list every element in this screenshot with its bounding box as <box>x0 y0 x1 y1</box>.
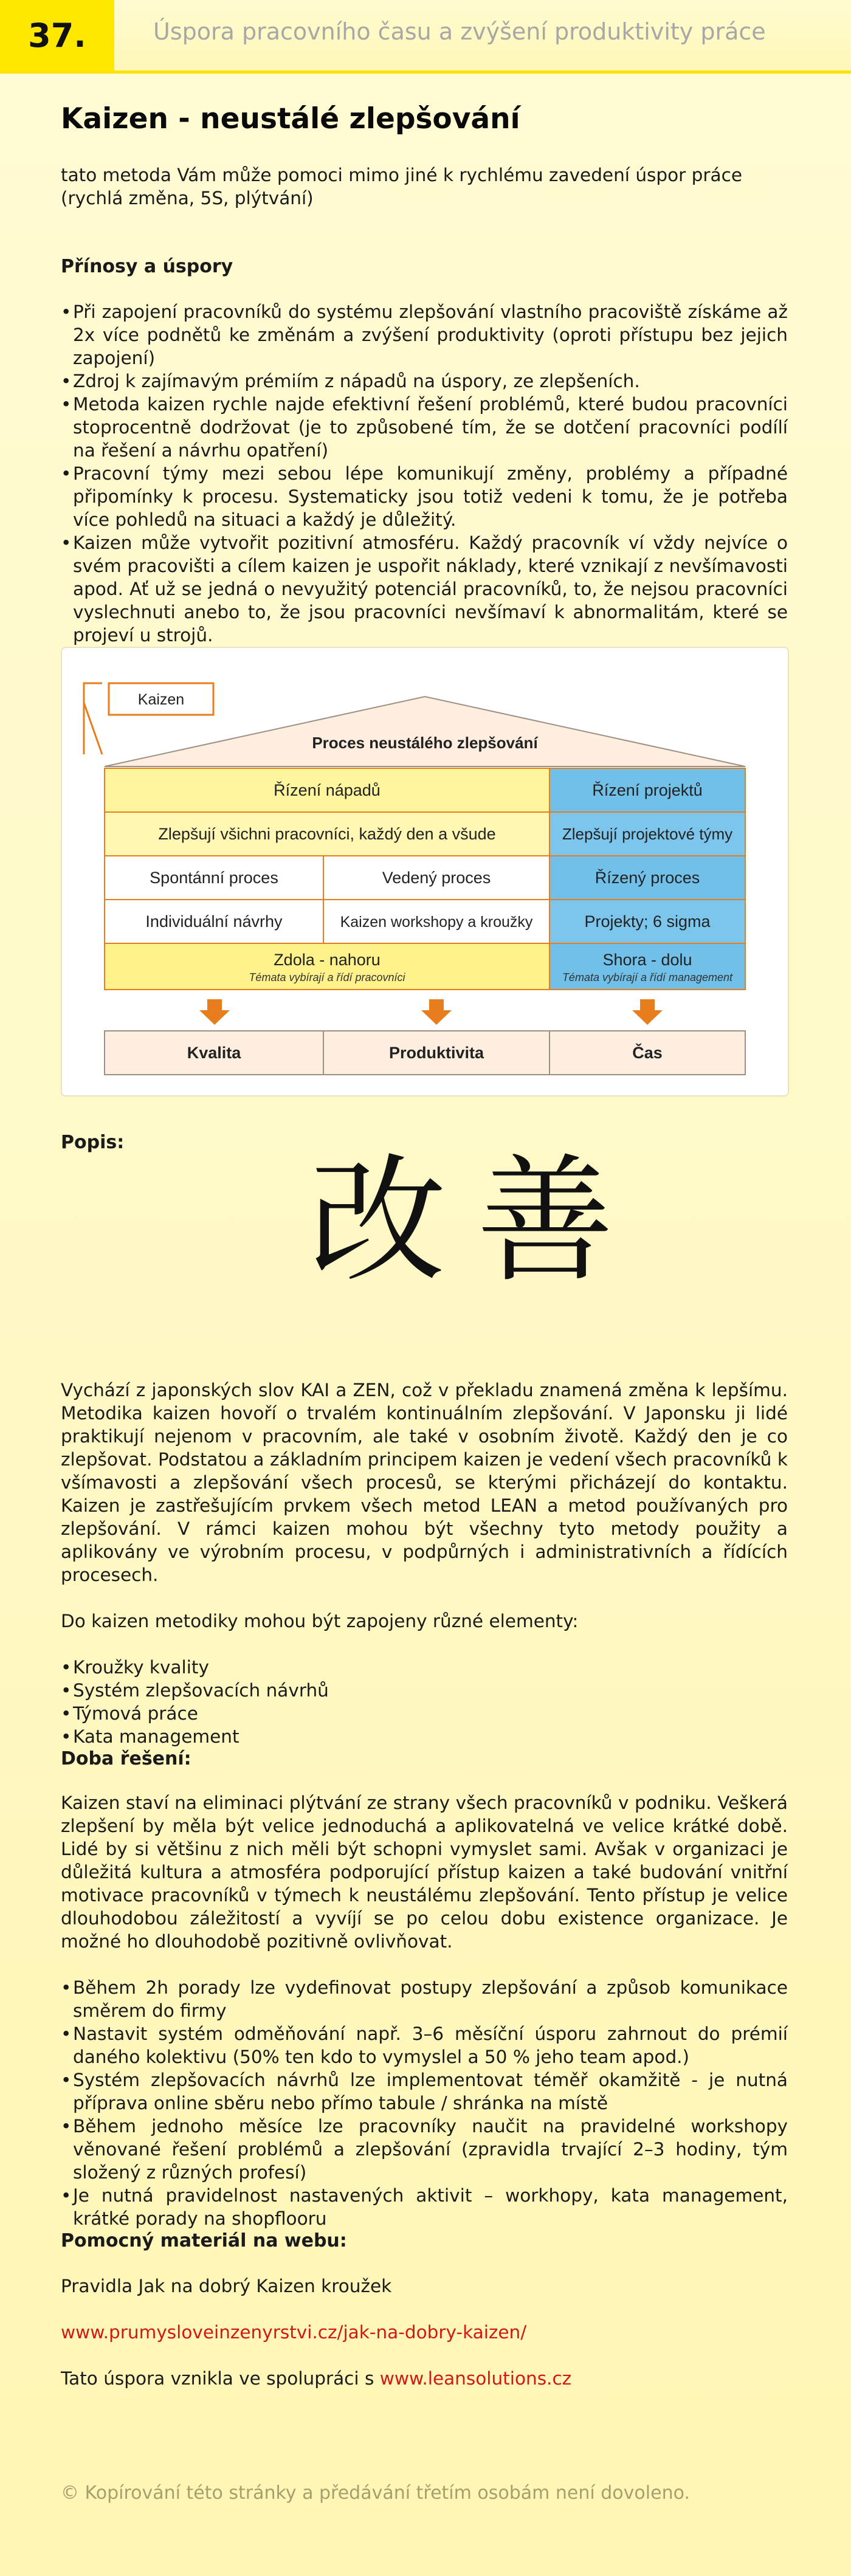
projects-label: Projekty; 6 sigma <box>584 912 711 931</box>
managed-label: Řízený proces <box>594 869 700 887</box>
list-item: • Během jednoho měsíce lze pracovníky naučit na pravidelné workshopy věnované řešení problémů a zlepšování (zpravidla trvající 2–3 hodiny, tým složený z různých profesí) <box>61 2115 788 2184</box>
page-title: Kaizen - neustálé zlepšování <box>61 102 520 136</box>
kaizen-circle-link[interactable]: www.prumysloveinzenyrstvi.cz/jak-na-dobry-kaizen/ <box>61 2322 527 2343</box>
cooperation-prefix: Tato úspora vznikla ve spolupráci s <box>61 2368 380 2389</box>
guided-label: Vedený proces <box>382 869 491 887</box>
help-title: Pomocný materiál na webu: <box>61 2230 347 2251</box>
kaizen-label: Kaizen <box>137 691 185 708</box>
right-sub: Zlepšují projektové týmy <box>562 825 733 843</box>
benefits-title: Přínosy a úspory <box>61 256 233 277</box>
kaizen-diagram-svg <box>62 648 788 1095</box>
main-content <box>61 102 788 2390</box>
page-header <box>0 0 851 74</box>
top-down-label: Shora - dolu <box>602 951 692 969</box>
workshops-label: Kaizen workshopy a kroužky <box>340 914 533 931</box>
idea-management-column <box>105 768 550 990</box>
page-number: 37. <box>0 0 114 71</box>
left-header: Řízení nápadů <box>274 781 381 799</box>
left-sub: Zlepšují všichni pracovníci, každý den a všude <box>158 825 496 843</box>
list-item: • Kaizen může vytvořit pozitivní atmosféru. Každý pracovník ví vždy nejvíce o svém pracovišti a cílem kaizen je uspořit náklady, které vznikají z nevšímavosti apod. Ať už se jedná o nevyužitý potenciál pracovníků, to, že nejsou pracovníci vyslechnuti anebo to, že jsou pracovníci nevšímaví k abnormalitám, které se projeví u strojů. <box>61 531 788 647</box>
arrow-down-icon <box>421 999 452 1025</box>
top-down-note: Témata vybírají a řídí management <box>562 971 733 983</box>
elements-lead: Do kaizen metodiky mohou být zapojeny různé elementy: <box>61 1611 579 1631</box>
list-item: • Kata management <box>61 1725 788 1748</box>
list-item: • Je nutná pravidelnost nastavených aktivit – workhopy, kata management, krátké porady na shopflooru <box>61 2184 788 2230</box>
benefits-list <box>61 300 788 647</box>
doba-title: Doba řešení: <box>61 1748 191 1769</box>
list-item: • Při zapojení pracovníků do systému zlepšování vlastního pracoviště získáme až 2x více podnětů ke změnám a zvýšení produktivity (oproti přístupu bez jejich zapojení) <box>61 300 788 370</box>
list-item: • Během 2h porady lze vydefinovat postupy zlepšování a způsob komunikace směrem do firmy <box>61 1976 788 2022</box>
elements-list <box>61 1656 788 1748</box>
quality-label: Kvalita <box>187 1044 241 1062</box>
bracket-diagonal <box>84 703 102 754</box>
individual-label: Individuální návrhy <box>145 912 283 931</box>
cooperation-text <box>61 2367 788 2390</box>
doba-list <box>61 1976 788 2230</box>
bottom-up-note: Témata vybírají a řídí pracovníci <box>249 971 405 983</box>
bottom-up-label: Zdola - nahoru <box>274 951 381 969</box>
arrow-down-icon <box>199 999 230 1025</box>
intro-text: tato metoda Vám může pomoci mimo jiné k rychlému zavedení úspor práce (rychlá změna, 5S, plýtvání) <box>61 165 742 208</box>
list-item: • Nastavit systém odměňování např. 3–6 měsíční úsporu zahrnout do prémií daného kolektivu (50% ten kdo to vymyslel a 50 % jeho team apod.) <box>61 2022 788 2068</box>
copyright-footer: © Kopírování této stránky a předávání třetím osobám není dovoleno. <box>61 2482 690 2504</box>
list-item: • Systém zlepšovacích návrhů lze implementovat téměř okamžitě - je nutná příprava online sběru nebo přímo tabule / shránka na místě <box>61 2068 788 2115</box>
list-item: • Systém zlepšovacích návrhů <box>61 1679 788 1702</box>
roof-title: Proces neustálého zlepšování <box>312 734 538 752</box>
productivity-label: Produktivita <box>388 1044 484 1062</box>
kaizen-diagram <box>61 647 789 1097</box>
list-item: • Pracovní týmy mezi sebou lépe komunikují změny, problémy a případné připomínky k procesu. Systematicky jsou totiž vedeni k tomu, že je potřeba více pohledů na situaci a každý je důležitý. <box>61 462 788 531</box>
leansolutions-link[interactable]: www.leansolutions.cz <box>379 2368 572 2389</box>
popis-section <box>61 1132 788 1338</box>
time-label: Čas <box>632 1044 663 1062</box>
spontaneous-label: Spontánní proces <box>150 869 278 887</box>
help-item: Pravidla Jak na dobrý Kaizen kroužek <box>61 2276 392 2296</box>
kaizen-kanji: 改善 <box>309 1142 645 1301</box>
popis-title: Popis: <box>61 1132 125 1153</box>
doba-text: Kaizen staví na eliminaci plýtvání ze strany všech pracovníků v podniku. Veškerá zlepšení by měla být velice jednoduchá a aplikovatelná ve velice krátké době. Lidé by si většinu z nich měli být schopni vymyslet sami. Avšak v organizaci je důležitá kultura a atmosféra podporující přístup kaizen a také budování vnitřní motivace pracovníků v týmech k neustálému zlepšování. Tento přístup je velice dlouhodobou záležitostí a vyvíjí se po celou dobu existence organizace. Je možné ho dlouhodobě pozitivně ovlivňovat. <box>61 1793 788 1952</box>
right-header: Řízení projektů <box>592 781 703 799</box>
list-item: • Zdroj k zajímavým prémiím z nápadů na úspory, ze zlepšeních. <box>61 370 788 393</box>
description-text: Vychází z japonských slov KAI a ZEN, což v překladu znamená změna k lepšímu. Metodika kaizen hovoří o trvalém kontinuálním zlepšování. V Japonsku ji lidé praktikují nejenom v pracovním, ale také v osobním životě. Každý den je co zlepšovat. Podstatou a základním principem kaizen je vedení všech pracovníků k všímavosti a zlepšování všech procesů, se kterými přicházejí do kontaktu. Kaizen je zastřešujícím prvkem všech metod LEAN a metod používaných pro zlepšování. V rámci kaizen mohou být všechny tyto metody použity a aplikovány ve výrobním procesu, v podpůrných i administrativních a řídících procesech. <box>61 1380 788 1585</box>
bracket-line <box>84 683 102 754</box>
list-item: • Metoda kaizen rychle najde efektivní řešení problémů, které budou pracovníci stoprocentně dodržovat (je to způsobené tím, že se dotčení pracovníci podílí na řešení a návrhu opatření) <box>61 393 788 462</box>
arrow-down-icon <box>632 999 663 1025</box>
down-arrows <box>199 999 663 1025</box>
header-title: Úspora pracovního času a zvýšení produktivity práce <box>153 18 766 45</box>
list-item: • Týmová práce <box>61 1702 788 1725</box>
list-item: • Kroužky kvality <box>61 1656 788 1679</box>
project-management-column <box>550 768 745 990</box>
